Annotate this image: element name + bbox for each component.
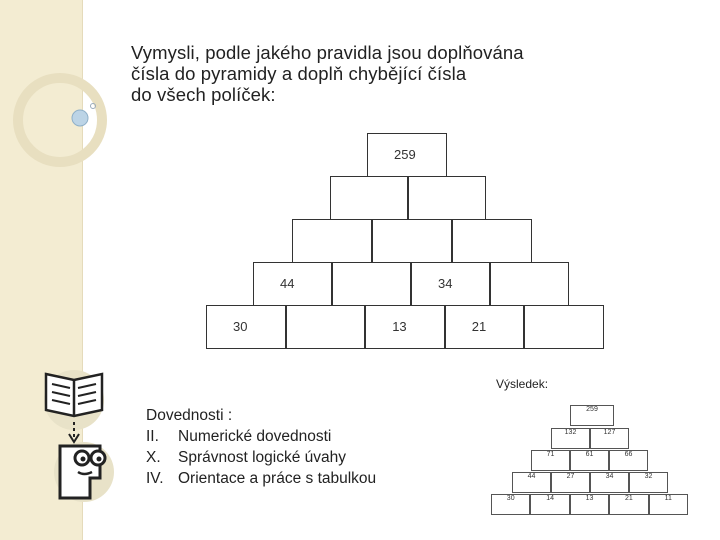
result-cell — [629, 472, 668, 493]
pyramid-value: 34 — [438, 276, 453, 291]
result-value: 14 — [546, 495, 554, 502]
pyramid-cell — [365, 305, 445, 349]
pyramid-cell — [452, 219, 532, 263]
pyramid-value: 21 — [471, 319, 487, 334]
result-cell — [609, 494, 648, 515]
result-cell — [590, 428, 629, 449]
result-cell — [570, 405, 614, 426]
result-value: 11 — [664, 495, 672, 502]
pyramid-cell — [330, 176, 408, 220]
pyramid-cell — [367, 133, 447, 177]
pyramid-value: 13 — [392, 319, 407, 334]
result-value: 259 — [586, 406, 598, 413]
pyramid-value: 44 — [280, 276, 295, 291]
skills-list — [146, 405, 376, 489]
result-value: 66 — [624, 451, 633, 458]
pyramid-cell — [253, 262, 332, 306]
result-cell — [570, 450, 609, 471]
result-value: 44 — [527, 473, 536, 480]
thinking-face-icon — [54, 442, 114, 502]
skills-heading: Dovednosti : — [146, 407, 233, 424]
result-label: Výsledek: — [496, 377, 549, 391]
result-cell — [491, 494, 530, 515]
pyramid-cell — [445, 305, 525, 349]
result-value: 21 — [624, 495, 633, 502]
result-value: 71 — [546, 451, 555, 458]
deco-bubble — [72, 110, 88, 126]
pyramid-value: 30 — [233, 319, 248, 334]
pyramid-cell — [332, 262, 411, 306]
skill-item — [146, 426, 376, 447]
pyramid-cell — [372, 219, 452, 263]
skill-text: Správnost logické úvahy — [178, 449, 347, 466]
result-value: 27 — [566, 473, 575, 480]
result-cell — [551, 428, 590, 449]
task-title — [131, 42, 671, 105]
result-cell — [649, 494, 688, 515]
skill-item — [146, 447, 376, 468]
deco-ring — [18, 78, 102, 162]
skill-text: Numerické dovednosti — [178, 428, 332, 445]
skills-icons — [38, 360, 118, 510]
result-cell — [512, 472, 551, 493]
pyramid-cell — [408, 176, 486, 220]
title-line: Vymysli, podle jakého pravidla jsou doplňována — [131, 42, 524, 63]
result-value: 30 — [506, 495, 515, 502]
skill-item — [146, 468, 376, 489]
skill-number: IV. — [146, 470, 164, 487]
result-cell — [551, 472, 590, 493]
skill-text: Orientace a práce s tabulkou — [178, 470, 377, 487]
result-cell — [590, 472, 629, 493]
pyramid-cell — [411, 262, 490, 306]
open-book-icon — [44, 370, 104, 430]
result-cell — [530, 494, 569, 515]
pyramid-cell — [524, 305, 604, 349]
result-value: 127 — [603, 429, 616, 436]
result-value: 61 — [585, 451, 594, 458]
result-cell — [531, 450, 570, 471]
result-cell — [570, 494, 609, 515]
result-value: 132 — [564, 429, 577, 436]
result-value: 13 — [585, 495, 594, 502]
title-line: do všech políček: — [131, 84, 276, 105]
pyramid-cell — [286, 305, 366, 349]
result-value: 32 — [644, 473, 653, 480]
result-value: 34 — [605, 473, 614, 480]
skill-number: II. — [146, 428, 159, 445]
skill-number: X. — [146, 449, 161, 466]
title-line: čísla do pyramidy a doplň chybějící čísla — [131, 63, 467, 84]
pyramid-cell — [206, 305, 286, 349]
pyramid-value: 259 — [394, 147, 416, 162]
pyramid-cell — [292, 219, 372, 263]
pyramid-cell — [490, 262, 569, 306]
result-cell — [609, 450, 648, 471]
